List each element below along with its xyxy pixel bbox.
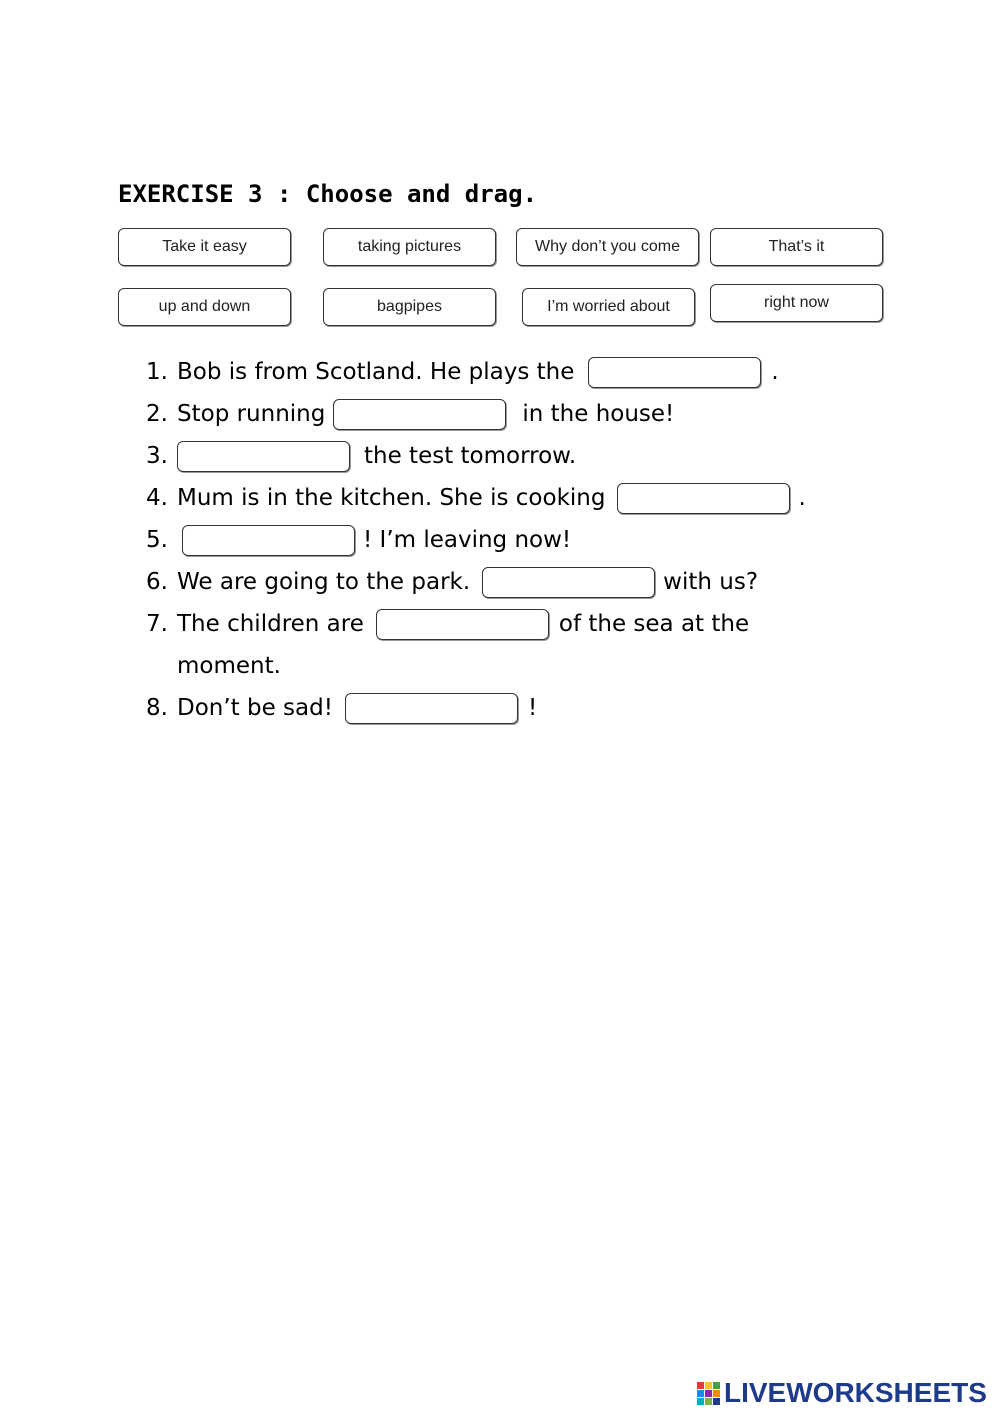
sentence-number: 8. (146, 695, 168, 721)
sentence-text-before: The children are (177, 611, 364, 637)
sentence-text-after: ! I’m leaving now! (363, 527, 572, 553)
sentence-text-before: Mum is in the kitchen. She is cooking (177, 485, 606, 511)
answer-drop-box-7[interactable] (376, 609, 549, 640)
sentence-text-after: . (798, 485, 806, 511)
liveworksheets-logo (697, 1376, 987, 1410)
answer-drop-box-8[interactable] (345, 693, 518, 724)
sentence-text-after: the test tomorrow. (364, 443, 577, 469)
sentence-number: 5. (146, 527, 168, 553)
sentence-3 (146, 436, 576, 476)
sentence-text-before: Bob is from Scotland. He plays the (177, 359, 575, 385)
sentence-6 (146, 562, 758, 602)
sentence-number: 1. (146, 359, 168, 385)
sentence-text-after: with us? (663, 569, 759, 595)
option-why-dont-you-come[interactable]: Why don’t you come (516, 228, 699, 266)
option-up-and-down[interactable]: up and down (118, 288, 291, 326)
sentence-5 (146, 520, 571, 560)
answer-drop-box-3[interactable] (177, 441, 350, 472)
sentence-continuation-text: moment. (177, 653, 281, 679)
sentence-text-after: . (771, 359, 779, 385)
liveworksheets-logo-icon (697, 1382, 720, 1405)
answer-drop-box-1[interactable] (588, 357, 761, 388)
sentence-8 (146, 688, 537, 728)
sentence-text-after: in the house! (522, 401, 675, 427)
option-im-worried-about[interactable]: I’m worried about (522, 288, 695, 326)
sentence-number: 2. (146, 401, 168, 427)
sentence-text-after: of the sea at the (558, 611, 750, 637)
sentence-1 (146, 352, 779, 392)
answer-drop-box-2[interactable] (333, 399, 506, 430)
option-right-now[interactable]: right now (710, 284, 883, 322)
sentence-4 (146, 478, 806, 518)
exercise-title: EXERCISE 3 : Choose and drag. (118, 180, 538, 208)
answer-drop-box-5[interactable] (182, 525, 355, 556)
option-taking-pictures[interactable]: taking pictures (323, 228, 496, 266)
sentence-text-before: We are going to the park. (177, 569, 471, 595)
sentence-number: 3. (146, 443, 168, 469)
sentence-number: 7. (146, 611, 168, 637)
answer-drop-box-6[interactable] (482, 567, 655, 598)
sentence-2 (146, 394, 674, 434)
sentence-number: 4. (146, 485, 168, 511)
sentence-7-continuation (177, 646, 281, 686)
sentence-text-before: Stop running (177, 401, 326, 427)
sentence-number: 6. (146, 569, 168, 595)
sentence-text-before: Don’t be sad! (177, 695, 333, 721)
sentence-7 (146, 604, 749, 644)
option-thats-it[interactable]: That’s it (710, 228, 883, 266)
logo-text: LIVEWORKSHEETS (724, 1377, 987, 1408)
answer-drop-box-4[interactable] (617, 483, 790, 514)
sentence-text-after: ! (527, 695, 538, 721)
option-take-it-easy[interactable]: Take it easy (118, 228, 291, 266)
option-bagpipes[interactable]: bagpipes (323, 288, 496, 326)
